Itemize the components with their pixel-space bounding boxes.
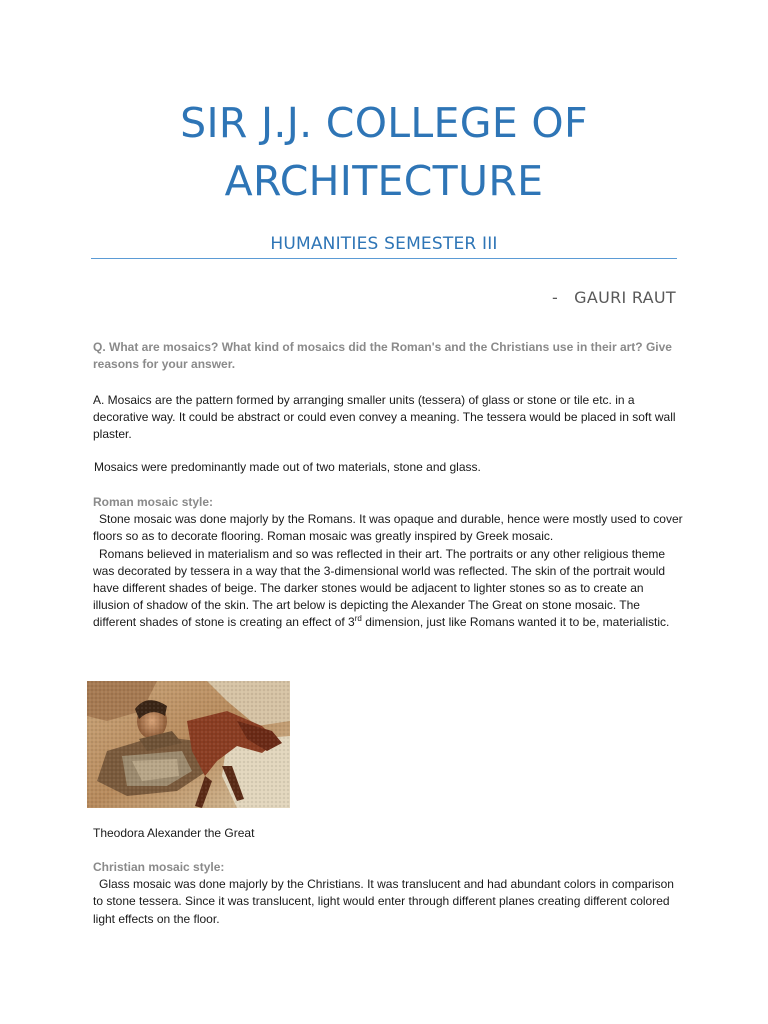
subtitle-divider — [91, 258, 677, 259]
image-caption: Theodora Alexander the Great — [93, 826, 255, 840]
alexander-mosaic-image — [87, 681, 290, 808]
document-title — [0, 94, 768, 210]
christian-heading: Christian mosaic style: — [93, 860, 225, 874]
question-text: Q. What are mosaics? What kind of mosaics did the Roman's and the Christians use in their art? Give reasons for your answer. — [93, 340, 672, 372]
roman-paragraph-2 — [93, 546, 683, 632]
ordinal-suffix: rd — [354, 614, 362, 624]
roman-section — [93, 494, 683, 632]
roman-heading: Roman mosaic style: — [93, 495, 214, 509]
christian-paragraph-1: Glass mosaic was done majorly by the Christians. It was translucent and had abundant colors in comparison to stone tessera. Since it was translucent, light would enter through different planes creating different colored light effects on the floor. — [93, 877, 674, 926]
author-name: GAURI RAUT — [574, 288, 676, 307]
answer-text: A. Mosaics are the pattern formed by arranging smaller units (tessera) of glass or stone or tile etc. in a decorative way. It could be abstract or could even convey a meaning. The tessera would be placed in soft wall plaster. — [93, 393, 676, 442]
christian-section — [93, 859, 683, 928]
title-line-2: ARCHITECTURE — [224, 157, 544, 205]
document-subtitle: HUMANITIES SEMESTER III — [270, 234, 498, 254]
roman-paragraph-1: Stone mosaic was done majorly by the Romans. It was opaque and durable, hence were mostly used to cover floors so as to decorate flooring. Roman mosaic was greatly inspired by Greek mosaic. — [93, 512, 683, 544]
roman-paragraph-2-text: Romans believed in materialism and so was reflected in their art. The portraits or any other religious theme was decorated by tessera in a way that the 3-dimensional world was reflected. The skin of the portrait would have different shades of beige. The darker stones would be adjacent to lighter stones so as to create an illusion of shadow of the skin. The art below is depicting the Alexander The Great on stone mosaic. The different shades of stone is creating an effect of 3 — [93, 546, 666, 630]
title-line-1: SIR J.J. COLLEGE OF — [180, 99, 588, 147]
materials-text: Mosaics were predominantly made out of two materials, stone and glass. — [94, 460, 481, 474]
author-dash: - — [552, 288, 559, 307]
roman-paragraph-2-end: dimension, just like Romans wanted it to be, materialistic. — [361, 615, 670, 630]
author-line — [552, 288, 676, 308]
